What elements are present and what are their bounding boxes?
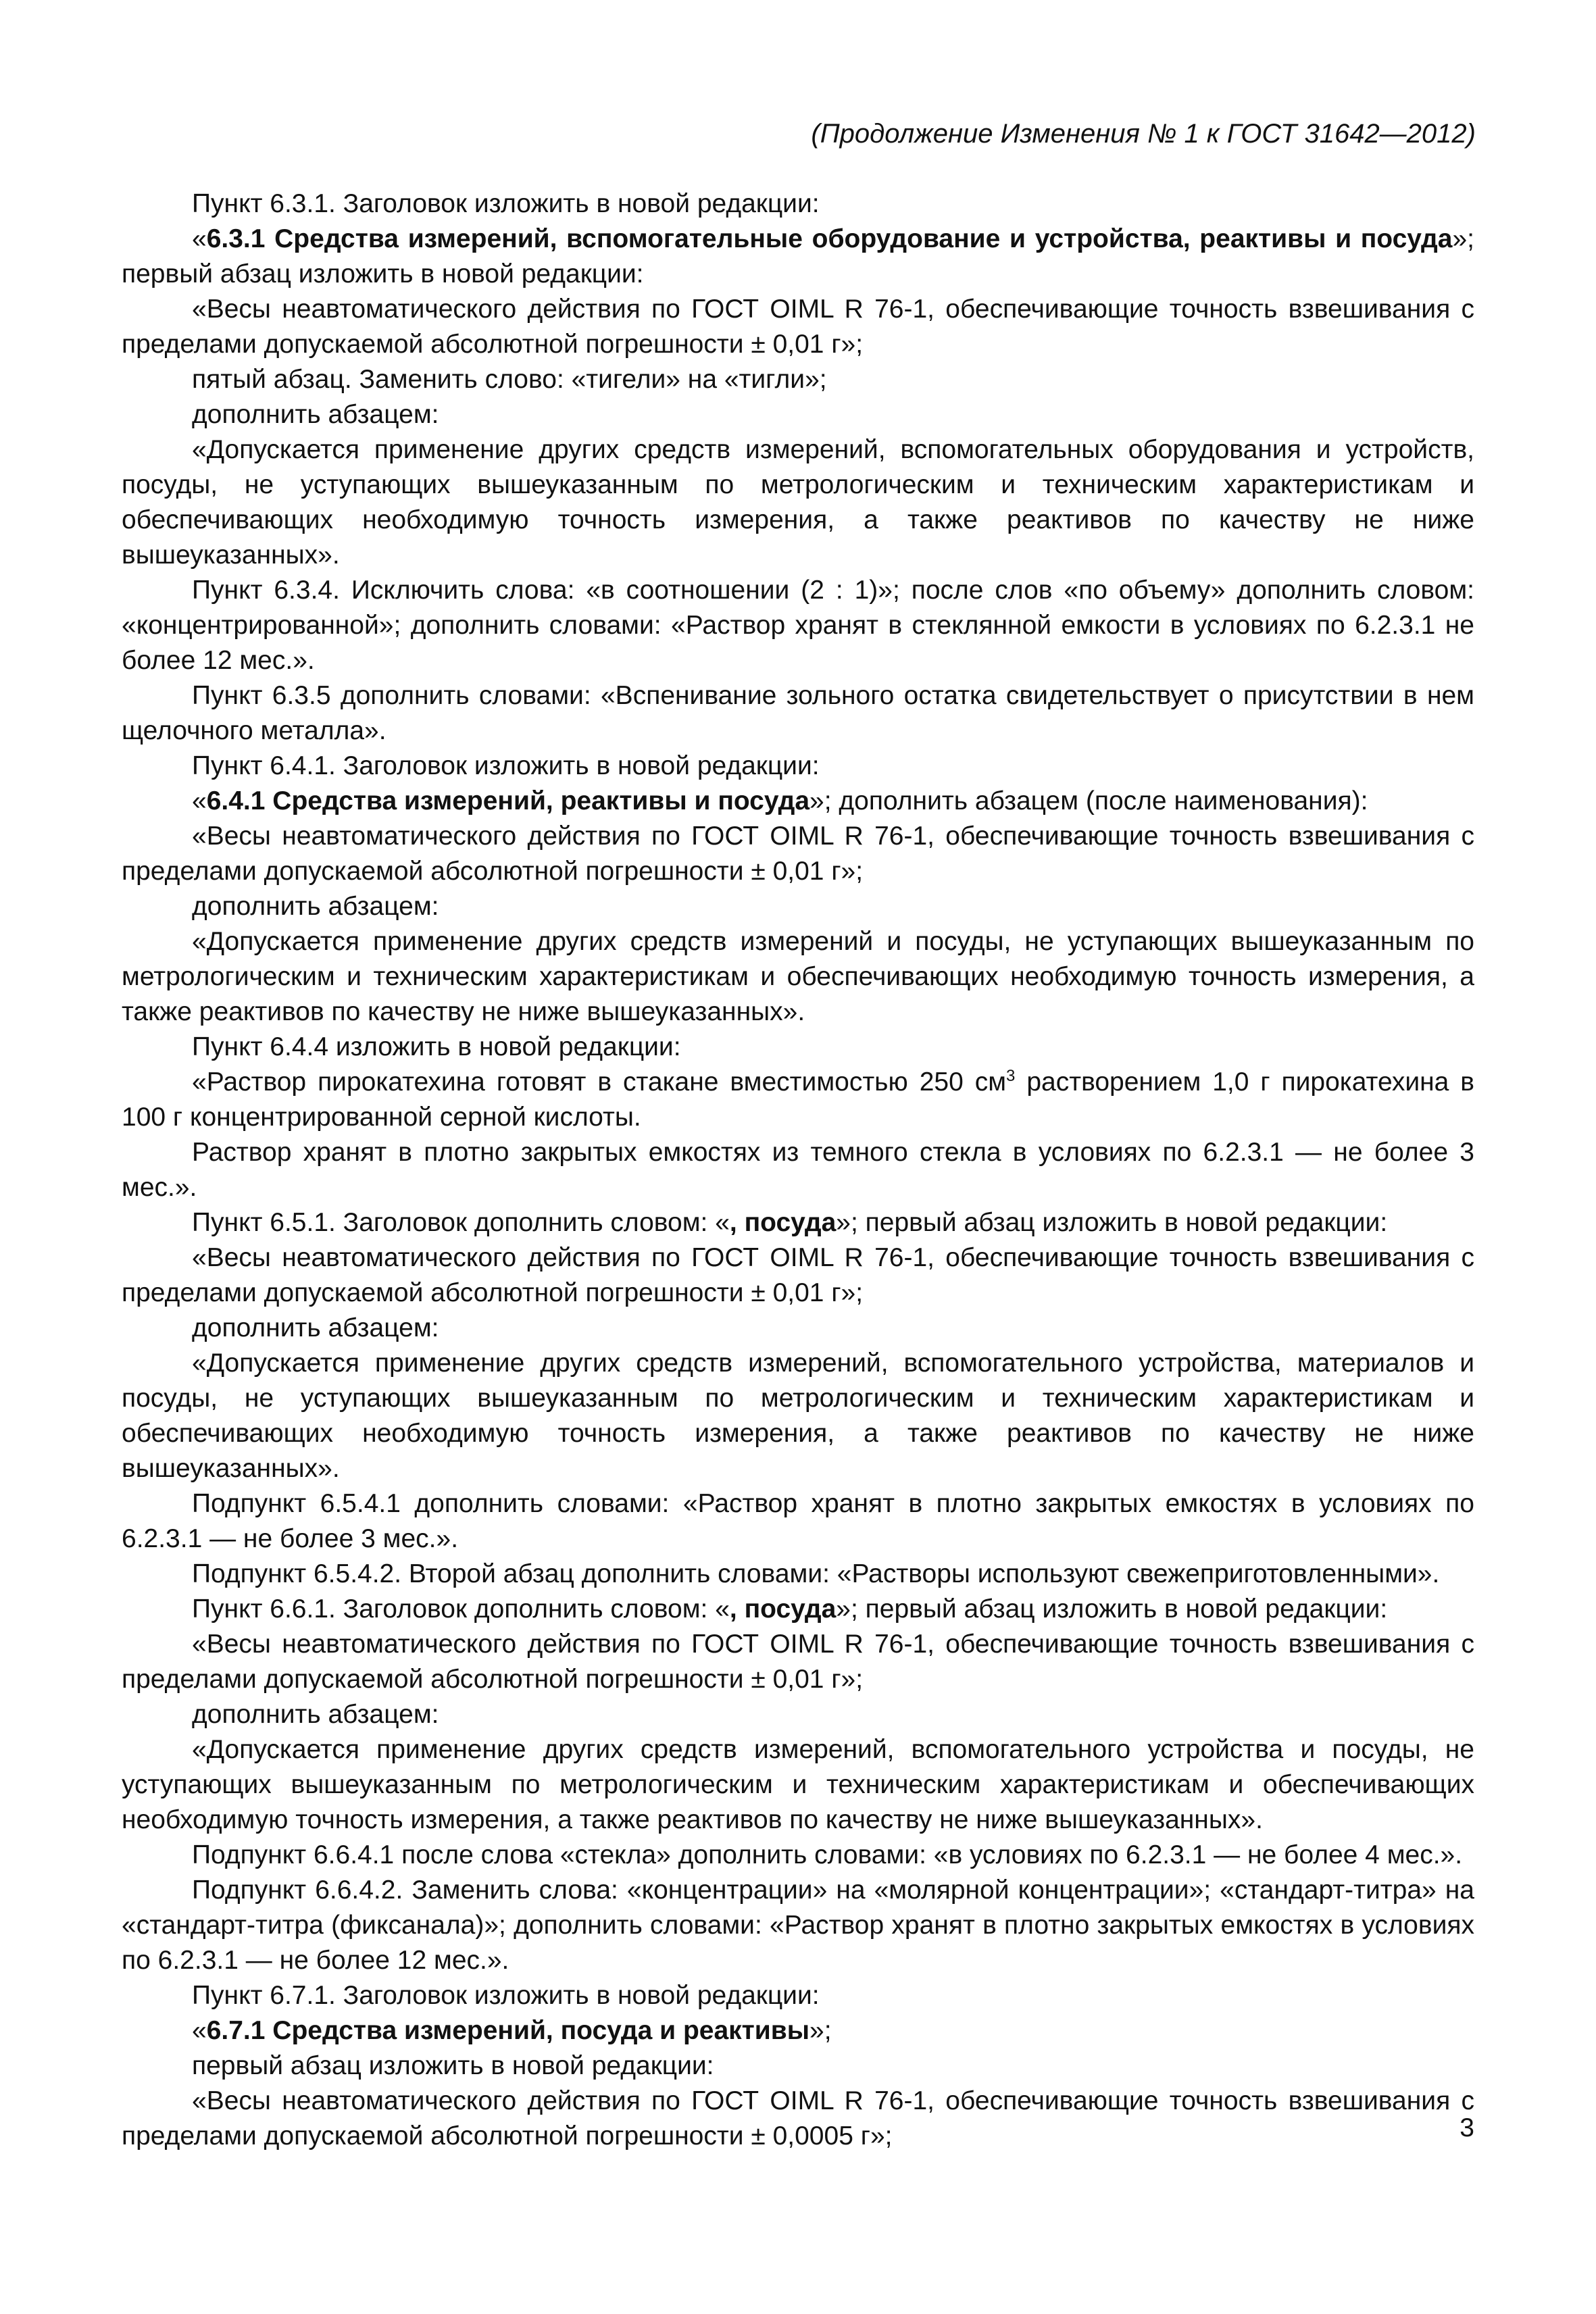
paragraph: «6.7.1 Средства измерений, посуда и реактивы»; (192, 2016, 832, 2045)
paragraph: Подпункт 6.6.4.2. Заменить слова: «концентрации» на «молярной концентрации»; «стандарт-титра» на «стандарт-титра (фиксанала)»; дополнить словами: «Раствор хранят в плотно закрытых емкостях в условиях по 6.2.3.1 — не более 12 мес.». (122, 1876, 1474, 1975)
page-number: 3 (1460, 2113, 1474, 2142)
paragraph: Пункт 6.7.1. Заголовок изложить в новой редакции: (192, 1981, 820, 2010)
bold-heading: 6.7.1 Средства измерений, посуда и реактивы (206, 2016, 810, 2045)
paragraph: «Раствор пирокатехина готовят в стакане вместимостью 250 $см^3$ растворением 1,0 г пирокатехина в 100 г концентрированной серной кислоты. (122, 1067, 1474, 1132)
bold-heading: 6.3.1 Средства измерений, вспомогательные оборудование и устройства, реактивы и посуда (206, 224, 1453, 253)
document-body (122, 186, 1474, 2154)
paragraph: «Весы неавтоматического действия по ГОСТ OIML R 76-1, обеспечивающие точность взвешивания с пределами допускаемой абсолютной погрешности ± 0,01 г»; (122, 822, 1474, 886)
superscript: 3 (1006, 1067, 1016, 1085)
paragraph: «6.4.1 Средства измерений, реактивы и посуда»; дополнить абзацем (после наименования): (192, 786, 1368, 815)
paragraph: «6.3.1 Средства измерений, вспомогательные оборудование и устройства, реактивы и посуда»; первый абзац изложить в новой редакции: (122, 224, 1474, 288)
paragraph: «Допускается применение других средств измерений, вспомогательного устройства и посуды, не уступающих вышеуказанным по метрологическим и техническим характеристикам и обеспечивающих необходимую точность измерения, а также реактивов по качеству не ниже вышеуказанных». (122, 1735, 1474, 1834)
paragraph: Пункт 6.3.4. Исключить слова: «в соотношении (2 : 1)»; после слов «по объему» дополнить словом: «концентрированной»; дополнить словами: «Раствор хранят в стеклянной емкости в условиях по 6.2.3.1 не более 12 мес.». (122, 576, 1474, 675)
paragraph: дополнить абзацем: (192, 1313, 439, 1342)
paragraph: «Допускается применение других средств измерений и посуды, не уступающих вышеуказанным по метрологическим и техническим характеристикам и обеспечивающих необходимую точность измерения, а также реактивов по качеству не ниже вышеуказанных». (122, 927, 1474, 1026)
paragraph: «Весы неавтоматического действия по ГОСТ OIML R 76-1, обеспечивающие точность взвешивания с пределами допускаемой абсолютной погрешности ± 0,01 г»; (122, 295, 1474, 359)
paragraph: Пункт 6.3.1. Заголовок изложить в новой редакции: (192, 189, 820, 218)
bold-heading: 6.4.1 Средства измерений, реактивы и посуда (206, 786, 810, 815)
paragraph: дополнить абзацем: (192, 892, 439, 921)
paragraph: «Весы неавтоматического действия по ГОСТ OIML R 76-1, обеспечивающие точность взвешивания с пределами допускаемой абсолютной погрешности ± 0,0005 г»; (122, 2086, 1474, 2150)
paragraph: «Допускается применение других средств измерений, вспомогательного устройства, материалов и посуды, не уступающих вышеуказанным по метрологическим и техническим характеристикам и обеспечивающих необходимую точность измерения, а также реактивов по качеству не ниже вышеуказанных». (122, 1349, 1474, 1483)
paragraph: Пункт 6.4.1. Заголовок изложить в новой редакции: (192, 751, 820, 780)
paragraph: дополнить абзацем: (192, 1700, 439, 1729)
paragraph: первый абзац изложить в новой редакции: (192, 2051, 714, 2080)
paragraph: Подпункт 6.5.4.1 дополнить словами: «Раствор хранят в плотно закрытых емкостях в условиях по 6.2.3.1 — не более 3 мес.». (122, 1489, 1474, 1553)
paragraph: Пункт 6.6.1. Заголовок дополнить словом: «, посуда»; первый абзац изложить в новой редакции: (192, 1594, 1388, 1624)
paragraph: дополнить абзацем: (192, 400, 439, 429)
paragraph: Подпункт 6.6.4.1 после слова «стекла» дополнить словами: «в условиях по 6.2.3.1 — не более 4 мес.». (192, 1840, 1463, 1869)
bold-term: , посуда (729, 1208, 837, 1237)
paragraph: Пункт 6.4.4 изложить в новой редакции: (192, 1032, 681, 1061)
paragraph: «Весы неавтоматического действия по ГОСТ OIML R 76-1, обеспечивающие точность взвешивания с пределами допускаемой абсолютной погрешности ± 0,01 г»; (122, 1243, 1474, 1307)
paragraph: пятый абзац. Заменить слово: «тигели» на «тигли»; (192, 365, 827, 394)
running-header: (Продолжение Изменения № 1 к ГОСТ 31642—2012) (811, 119, 1476, 149)
paragraph: Пункт 6.3.5 дополнить словами: «Вспенивание зольного остатка свидетельствует о присутствии в нем щелочного металла». (122, 681, 1474, 745)
paragraph: Подпункт 6.5.4.2. Второй абзац дополнить словами: «Растворы используют свежеприготовленными». (192, 1559, 1440, 1588)
paragraph: «Допускается применение других средств измерений, вспомогательных оборудования и устройств, посуды, не уступающих вышеуказанным по метрологическим и техническим характеристикам и обеспечивающих необходимую точность измерения, а также реактивов по качеству не ниже вышеуказанных». (122, 435, 1474, 570)
paragraph: «Весы неавтоматического действия по ГОСТ OIML R 76-1, обеспечивающие точность взвешивания с пределами допускаемой абсолютной погрешности ± 0,01 г»; (122, 1630, 1474, 1694)
paragraph: Раствор хранят в плотно закрытых емкостях из темного стекла в условиях по 6.2.3.1 — не более 3 мес.». (122, 1138, 1474, 1202)
bold-term: , посуда (729, 1594, 837, 1624)
paragraph: Пункт 6.5.1. Заголовок дополнить словом: «, посуда»; первый абзац изложить в новой редакции: (192, 1208, 1388, 1237)
